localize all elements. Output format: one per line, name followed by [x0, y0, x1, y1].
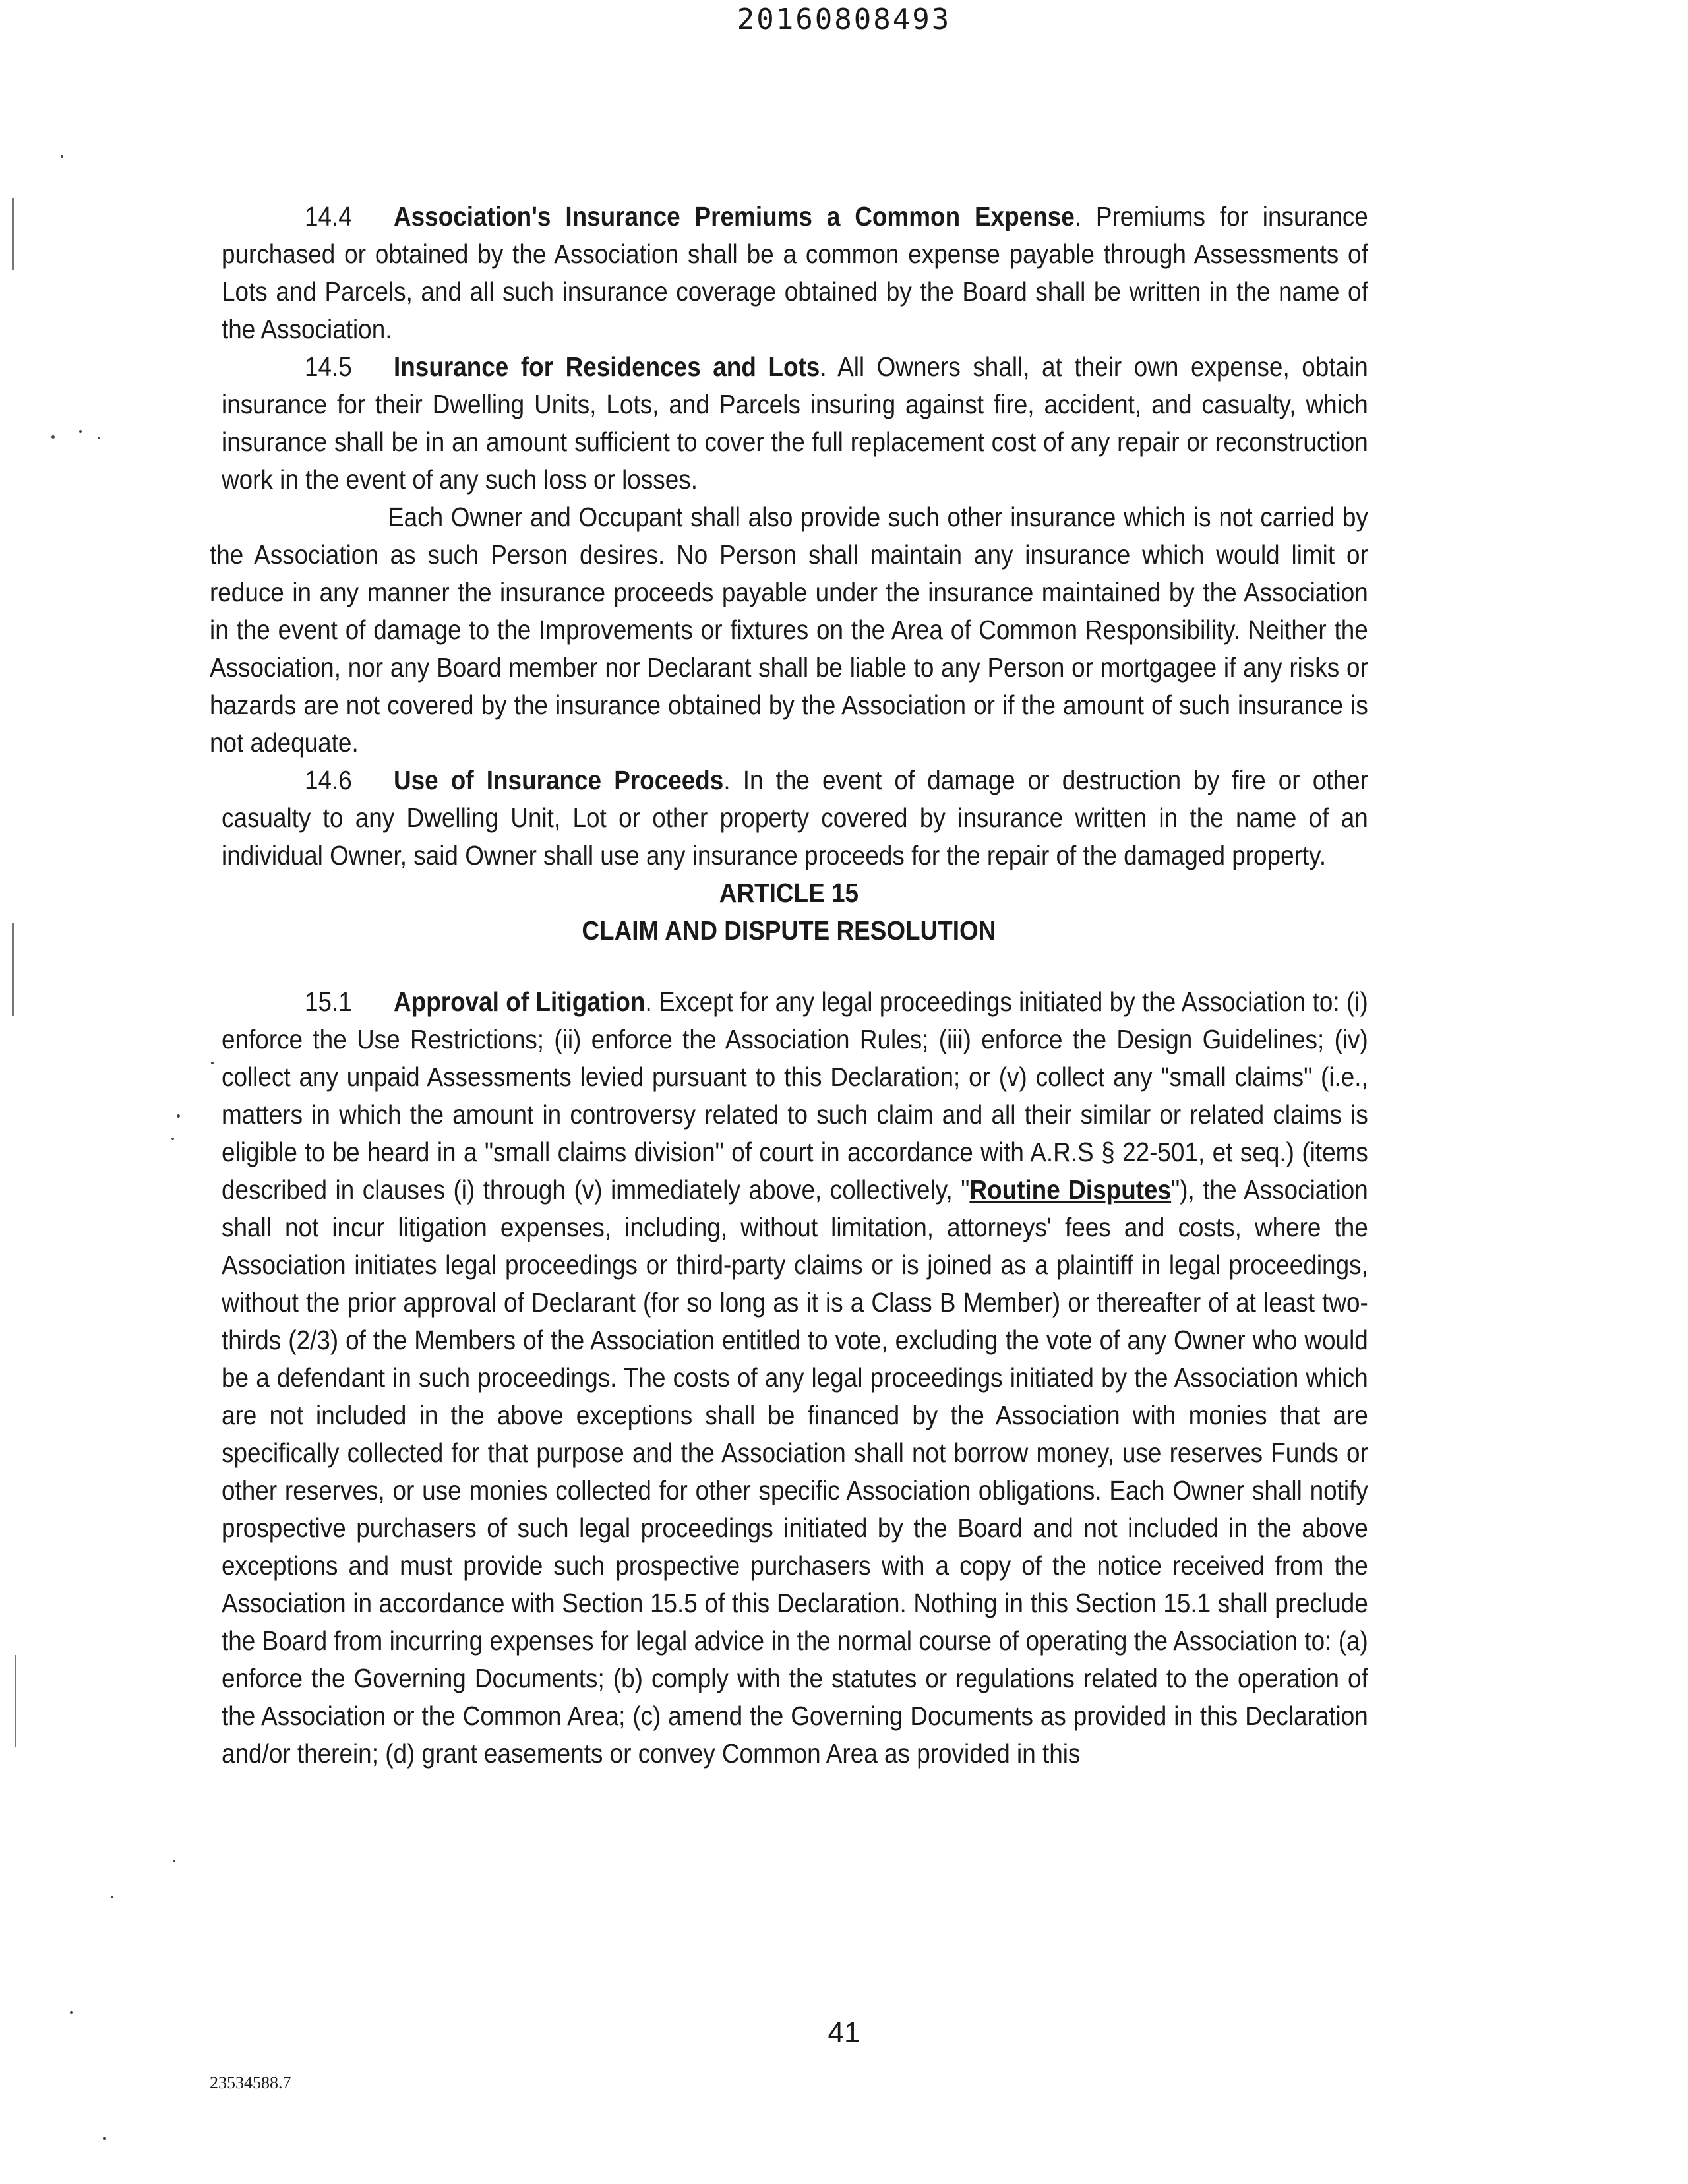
- scan-speck: [171, 1138, 174, 1140]
- section-number: 14.6: [305, 765, 352, 795]
- section-title: Use of Insurance Proceeds: [394, 765, 724, 795]
- paragraph-body: Each Owner and Occupant shall also provide such other insurance which is not carried by the Association as such Person desires. No Person shall maintain any insurance which would limit or reduce in any manner the insurance proceeds payable under the insurance maintained by the Association in the event of damage to the Improvements or fixtures on the Area of Common Responsibility. Neither the Association, nor any Board member nor Declarant shall be liable to any Person or mortgagee if any risks or hazards are not covered by the insurance obtained by the Association or if the amount of such insurance is not adequate.: [210, 502, 1368, 758]
- scan-speck: [70, 2011, 73, 2014]
- section-body-part-2: "), the Association shall not incur litigation expenses, including, without limitation, attorneys' fees and costs, where the Association initiates legal proceedings or third-party claims or is joined as a plaintiff in legal proceedings, without the prior approval of Declarant (for so long as it is a Class B Member) or thereafter of at least two-thirds (2/3) of the Members of the Association entitled to vote, excluding the vote of any Owner who would be a defendant in such proceedings. The costs of any legal proceedings initiated by the Association which are not included in the above exceptions shall be financed by the Association with monies that are specifically collected for that purpose and the Association shall not borrow money, use reserves Funds or other reserves, or use monies collected for other specific Association obligations. Each Owner shall notify prospective purchasers of such legal proceedings initiated by the Board and not included in the above exceptions and must provide such prospective purchasers with a copy of the notice received from the Association in accordance with Section 15.5 of this Declaration. Nothing in this Section 15.1 shall preclude the Board from incurring expenses for legal advice in the normal course of operating the Association to: (a) enforce the Governing Documents; (b) comply with the statutes or regulations related to the operation of the Association or the Common Area; (c) amend the Governing Documents as provided in this Declaration and/or therein; (d) grant easements or convey Common Area as provided in this: [222, 1174, 1368, 1769]
- scan-margin-mark: [12, 198, 14, 270]
- article-number: ARTICLE 15: [719, 878, 859, 908]
- scan-margin-mark: [12, 923, 14, 1016]
- defined-term: Routine Disputes: [969, 1174, 1172, 1205]
- section-number: 15.1: [305, 986, 352, 1017]
- document-body: [210, 198, 1368, 1773]
- section-body-part-1: . Except for any legal proceedings initiated by the Association to: (i) enforce the Use Restrictions; (ii) enforce the Association Rules; (iii) enforce the Design Guidelines; (iv) collect any unpaid Assessments levied pursuant to this Declaration; or (v) collect any "small claims" (i.e., matters in which the amount in controversy related to such claim and all their similar or related claims is eligible to be heard in a "small claims division" of court in accordance with A.R.S § 22-501, et seq.) (items described in clauses (i) through (v) immediately above, collectively, ": [222, 986, 1368, 1205]
- section-title: Approval of Litigation: [394, 986, 646, 1017]
- section-14-5-paragraph-2: [210, 499, 1368, 762]
- section-body: . Premiums for insurance purchased or obtained by the Association shall be a common expense payable through Assessments of Lots and Parcels, and all such insurance coverage obtained by the Board shall be written in the name of the Association.: [222, 201, 1368, 344]
- page-number: 41: [828, 2017, 860, 2049]
- section-title: Association's Insurance Premiums a Common Expense: [394, 201, 1075, 231]
- section-number: 14.5: [305, 351, 352, 382]
- section-number: 14.4: [305, 201, 352, 231]
- scan-margin-mark: [15, 1655, 16, 1747]
- scan-speck: [103, 2137, 106, 2140]
- scan-speck: [98, 437, 100, 439]
- scan-speck: [79, 430, 82, 433]
- section-body: . In the event of damage or destruction by fire or other casualty to any Dwelling Unit, Lot or other property covered by insurance written in the name of an individual Owner, said Owner shall use any insurance proceeds for the repair of the damaged property.: [222, 765, 1368, 870]
- recording-number: 20160808493: [737, 3, 951, 36]
- section-body: . All Owners shall, at their own expense, obtain insurance for their Dwelling Units, Lots, and Parcels insuring against fire, accident, and casualty, which insurance shall be in an amount sufficient to cover the full replacement cost of any repair or reconstruction work in the event of any such loss or losses.: [222, 351, 1368, 495]
- scan-speck: [173, 1860, 175, 1862]
- article-title: CLAIM AND DISPUTE RESOLUTION: [582, 915, 996, 946]
- section-15-1: [210, 983, 1368, 1773]
- section-14-6: [210, 762, 1368, 874]
- section-14-5: [210, 348, 1368, 499]
- scan-speck: [51, 435, 55, 439]
- article-heading: [210, 874, 1368, 950]
- document-id: 23534588.7: [210, 2073, 291, 2092]
- section-14-4: [210, 198, 1368, 348]
- scan-speck: [177, 1114, 180, 1118]
- scan-speck: [61, 155, 63, 158]
- section-title: Insurance for Residences and Lots: [394, 351, 820, 382]
- scan-speck: [111, 1896, 113, 1898]
